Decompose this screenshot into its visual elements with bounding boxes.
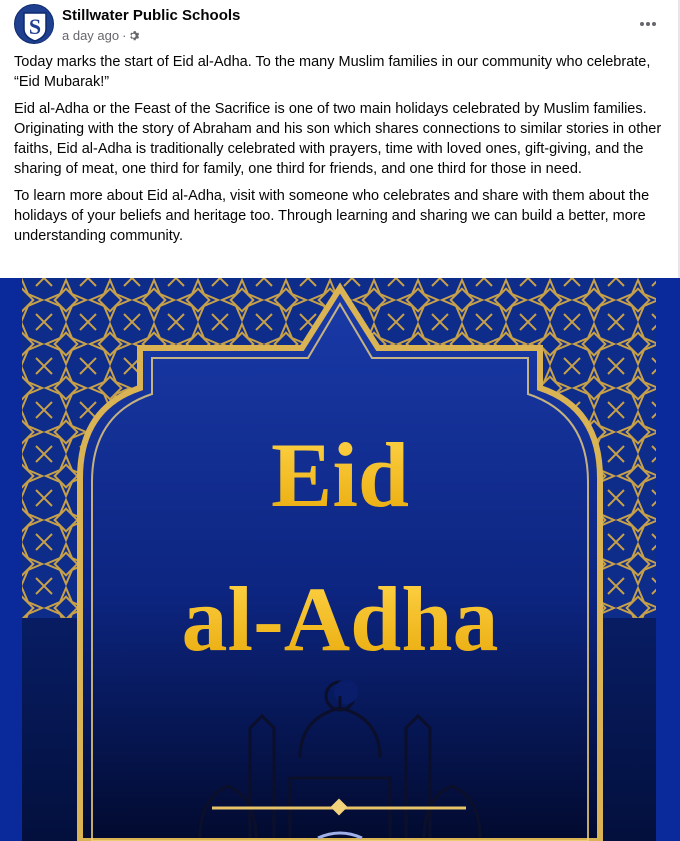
more-options-button[interactable] (634, 10, 662, 38)
school-logo-icon (15, 5, 55, 45)
arch-frame (80, 288, 600, 841)
post-header (14, 4, 666, 46)
post-body (14, 52, 664, 253)
post-meta (62, 28, 141, 44)
meta-separator: · (122, 28, 127, 43)
gear-icon[interactable] (129, 30, 141, 42)
avatar[interactable] (14, 4, 54, 44)
logo-letter: S (28, 14, 42, 39)
title-line-2: al-Adha (181, 568, 499, 670)
post-paragraph: Eid al-Adha or the Feast of the Sacrifice is one of two main holidays celebrated by Muslim families. Originating with the story of Abraham and his son which shares connections to similar stories in other faiths, Eid al-Adha is traditionally celebrated with prayers, time with loved ones, gift-giving, and the sharing of meat, one third for family, one third for friends, and one third for those in need. (14, 101, 662, 177)
page-name[interactable]: Stillwater Public Schools (62, 7, 241, 24)
more-options-icon (639, 21, 657, 27)
post-paragraph: Today marks the start of Eid al-Adha. To the many Muslim families in our community who celebrate, “Eid Mubarak!” (14, 54, 651, 90)
post-image[interactable] (0, 278, 680, 841)
title-line-1: Eid (270, 424, 410, 526)
timestamp[interactable]: a day ago (62, 28, 120, 43)
post-paragraph: To learn more about Eid al-Adha, visit with someone who celebrates and share with them about the holidays of your beliefs and heritage too. Through learning and sharing we can build a better, more understanding community. (14, 188, 650, 244)
eid-graphic (0, 278, 680, 841)
